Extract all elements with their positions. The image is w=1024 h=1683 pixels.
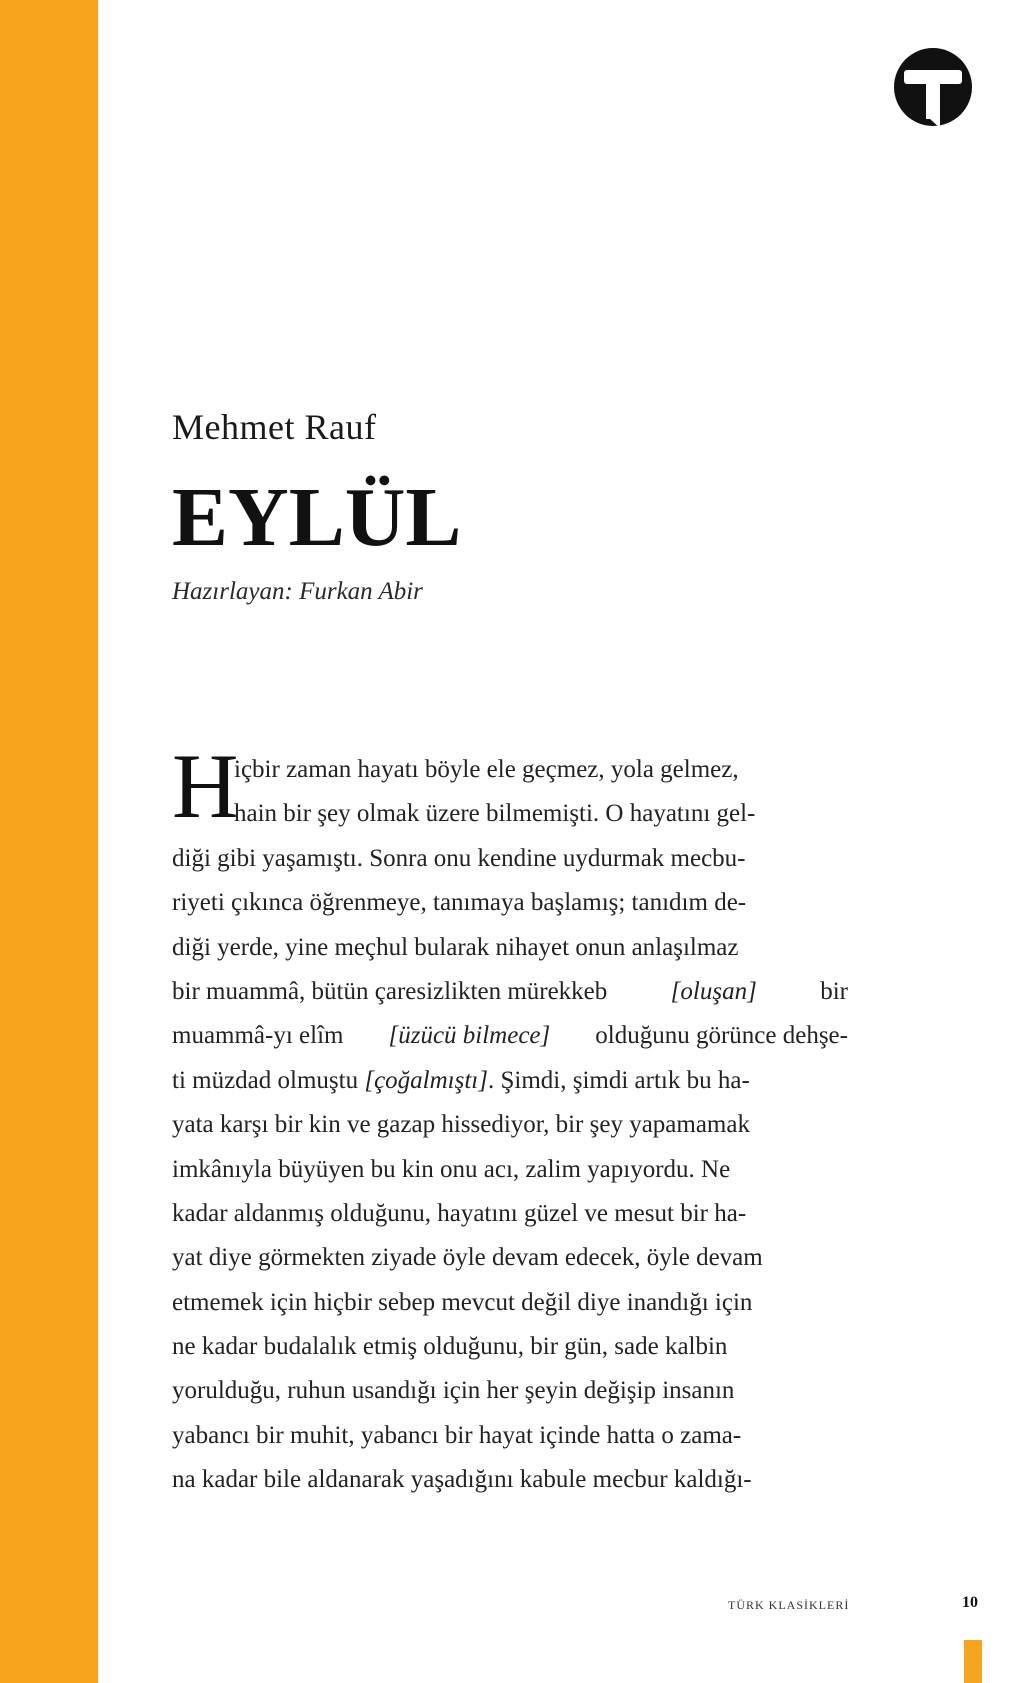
paragraph-line: na kadar bile aldanarak yaşadığını kabule mecbur kaldığı- bbox=[172, 1466, 752, 1494]
line-text: ti müzdad olmuştu bbox=[172, 1066, 359, 1094]
paragraph-line: kadar aldanmış olduğunu, hayatını güzel ve mesut bir ha- bbox=[172, 1199, 747, 1227]
line-text: bir muammâ, bütün çaresizlikten mürekkeb bbox=[172, 977, 608, 1005]
paragraph-line: yata karşı bir kin ve gazap hissediyor, bir şey yapamamak bbox=[172, 1111, 750, 1139]
drop-cap: H bbox=[172, 735, 239, 837]
paragraph-line: etmemek için hiçbir sebep mevcut değil diye inandığı için bbox=[172, 1288, 753, 1316]
line-text: hain bir şey olmak üzere bilmemişti. O hayatını gel- bbox=[234, 800, 756, 828]
paragraph-line bbox=[172, 1059, 848, 1103]
paragraph-line bbox=[172, 792, 848, 836]
t-logo-icon bbox=[890, 46, 976, 132]
gloss-text: [çoğalmıştı] bbox=[364, 1066, 488, 1094]
paragraph-line: ne kadar budalalık etmiş olduğunu, bir gün, sade kalbin bbox=[172, 1333, 728, 1361]
author-name: Mehmet Rauf bbox=[172, 407, 377, 447]
paragraph-line bbox=[172, 1014, 848, 1058]
page-number: 10 bbox=[962, 1594, 978, 1611]
gloss-text: [oluşan] bbox=[670, 977, 757, 1005]
gloss-text: [üzücü bilmece] bbox=[388, 1022, 551, 1050]
page-marker bbox=[964, 1640, 982, 1683]
editor-credit: Hazırlayan: Furkan Abir bbox=[172, 578, 423, 605]
line-text: bir bbox=[820, 977, 848, 1005]
paragraph-line: diği gibi yaşamıştı. Sonra onu kendine uydurmak mecbu- bbox=[172, 844, 746, 872]
orange-side-band bbox=[0, 0, 98, 1683]
line-text: muammâ-yı elîm bbox=[172, 1022, 344, 1050]
paragraph-line: riyeti çıkınca öğrenmeye, tanımaya başlamış; tanıdım de- bbox=[172, 889, 747, 917]
line-text: olduğunu görünce dehşe- bbox=[595, 1022, 848, 1050]
paragraph-line bbox=[172, 970, 848, 1014]
paragraph-line: imkânıyla büyüyen bu kin onu acı, zalim yapıyordu. Ne bbox=[172, 1155, 731, 1183]
body-text bbox=[172, 735, 848, 1503]
paragraph-line: diği yerde, yine meçhul bularak nihayet onun anlaşılmaz bbox=[172, 933, 739, 961]
line-text: . Şimdi, şimdi artık bu ha- bbox=[487, 1066, 750, 1094]
series-label: TÜRK KLASİKLERİ bbox=[728, 1598, 850, 1612]
paragraph-line: yabancı bir muhit, yabancı bir hayat içinde hatta o zama- bbox=[172, 1421, 742, 1449]
paragraph-line: yat diye görmekten ziyade öyle devam edecek, öyle devam bbox=[172, 1244, 763, 1272]
book-title: EYLÜL bbox=[172, 471, 462, 564]
line-text: içbir zaman hayatı böyle ele geçmez, yola gelmez, bbox=[234, 756, 739, 783]
paragraph-line: yorulduğu, ruhun usandığı için her şeyin değişip insanın bbox=[172, 1377, 735, 1405]
